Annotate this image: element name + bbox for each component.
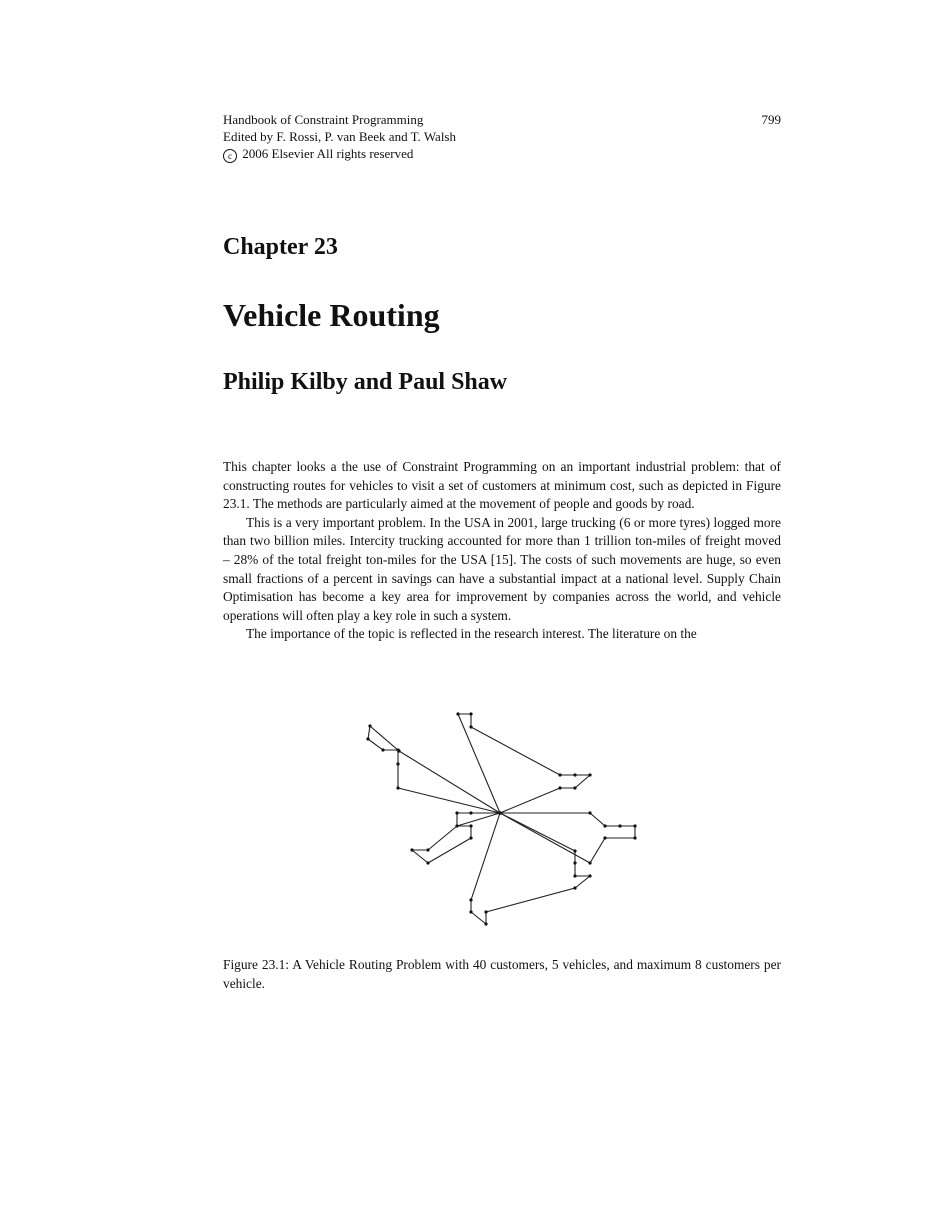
copyright-icon: c: [223, 149, 237, 163]
customer-node: [588, 861, 591, 864]
customer-node: [469, 910, 472, 913]
customer-node: [573, 861, 576, 864]
route-1: [368, 726, 500, 813]
chapter-authors: Philip Kilby and Paul Shaw: [223, 369, 508, 395]
customer-node: [396, 762, 399, 765]
customer-node: [455, 811, 458, 814]
running-header: [223, 111, 781, 163]
customer-node: [469, 836, 472, 839]
page-number: 799: [761, 112, 781, 127]
customer-node: [410, 848, 413, 851]
customer-node: [426, 848, 429, 851]
customer-node: [469, 725, 472, 728]
customer-node: [366, 737, 369, 740]
customer-node: [588, 874, 591, 877]
route-5: [412, 813, 500, 863]
customer-node: [588, 773, 591, 776]
customer-node: [633, 824, 636, 827]
paragraph-3: The importance of the topic is reflected in the research interest. The literature on the: [246, 626, 697, 642]
customer-node: [469, 712, 472, 715]
figure-caption: Figure 23.1: A Vehicle Routing Problem with 40 customers, 5 vehicles, and maximum 8 customers per vehicle.: [223, 957, 781, 991]
customer-node: [469, 811, 472, 814]
customer-node: [396, 786, 399, 789]
customer-node: [469, 898, 472, 901]
copyright-text: 2006 Elsevier All rights reserved: [242, 146, 414, 161]
customer-node: [396, 748, 399, 751]
copyright-line: [223, 145, 781, 163]
customer-node: [573, 886, 576, 889]
customer-node: [368, 724, 371, 727]
route-2: [458, 714, 590, 813]
customer-node: [618, 824, 621, 827]
customer-node: [573, 786, 576, 789]
customer-node: [573, 874, 576, 877]
customer-node: [426, 861, 429, 864]
depot-node: [498, 811, 502, 815]
customer-node: [573, 773, 576, 776]
paragraph-2: This is a very important problem. In the USA in 2001, large trucking (6 or more tyres) logged more than two billion miles. Intercity trucking accounted for more than 1 trillion ton-miles of freight moved – 28% of the total freight ton-miles for the USA [15]. The costs of such movements are huge, so even small fractions of a percent in savings can have a substantial impact at a national level. Supply Chain Optimisation has become a key area for improvement by companies across the world, and vehicle operations will often play a key role in such a system.: [223, 514, 781, 623]
chapter-label: Chapter 23: [223, 234, 338, 260]
paragraph-1: This chapter looks a the use of Constraint Programming on an important industrial problem: that of constructing routes for vehicles to visit a set of customers at minimum cost, such as depicted in Figure 23.1. The methods are particularly aimed at the movement of people and goods by road.: [223, 459, 781, 512]
customer-node: [588, 811, 591, 814]
customer-node: [469, 824, 472, 827]
editors-line: Edited by F. Rossi, P. van Beek and T. Walsh: [223, 129, 456, 144]
book-title-line: Handbook of Constraint Programming: [223, 112, 424, 127]
customer-node: [456, 712, 459, 715]
customer-node: [484, 910, 487, 913]
customer-node: [573, 849, 576, 852]
route-3: [500, 813, 635, 863]
customer-node: [603, 824, 606, 827]
chapter-title: Vehicle Routing: [223, 297, 440, 333]
customer-node: [633, 836, 636, 839]
customer-node: [558, 786, 561, 789]
customer-node: [603, 836, 606, 839]
customer-node: [484, 922, 487, 925]
routing-diagram: [355, 702, 645, 934]
vehicle-routing-figure: [355, 702, 645, 934]
body-text: [223, 458, 781, 644]
customer-node: [381, 748, 384, 751]
customer-node: [455, 824, 458, 827]
customer-node: [558, 773, 561, 776]
